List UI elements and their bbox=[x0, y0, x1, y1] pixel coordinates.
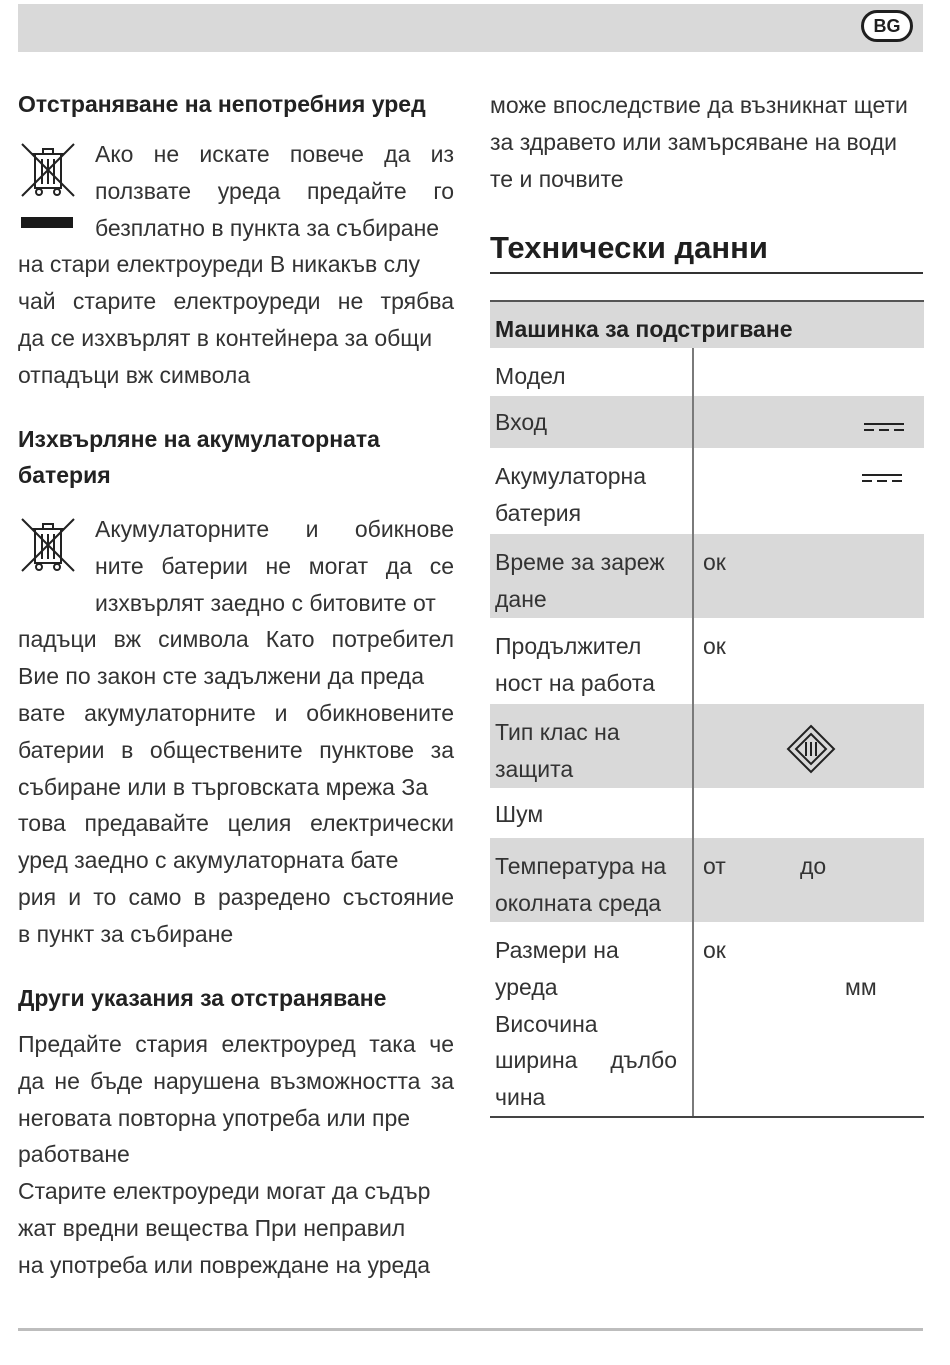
dc-current-icon bbox=[862, 474, 902, 486]
continuation-text bbox=[490, 87, 924, 197]
title-underline bbox=[490, 272, 923, 274]
text-line: това предавайте целия електрически bbox=[18, 810, 454, 837]
tech-data-title: Технически данни bbox=[490, 230, 768, 265]
spec-value: ок bbox=[703, 937, 726, 963]
label-line: батерия bbox=[495, 499, 582, 526]
spec-label bbox=[490, 396, 694, 448]
label-line: Акумулаторна bbox=[495, 463, 647, 489]
text-line: изхвърлят заедно с битовите от bbox=[95, 589, 436, 616]
text-line: отпадъци вж символа bbox=[18, 361, 251, 388]
language-badge: BG bbox=[861, 10, 913, 42]
label-line: защита bbox=[495, 755, 574, 782]
text-line: да не бъде нарушена възможността за bbox=[18, 1067, 454, 1094]
spec-label bbox=[490, 838, 694, 922]
text-line: Акумулаторните и обикнове bbox=[95, 516, 454, 542]
section3-text bbox=[18, 1026, 454, 1284]
page-header-bar bbox=[18, 4, 923, 52]
label-line: Температура на bbox=[495, 853, 667, 879]
spec-value: ок bbox=[703, 633, 726, 659]
text-line: за здравето или замърсяване на води bbox=[490, 128, 898, 155]
spec-label bbox=[490, 704, 694, 788]
spec-unit: мм bbox=[845, 974, 877, 1000]
text-line: падъци вж символа Като потребител bbox=[18, 626, 454, 653]
text-line: жат вредни вещества При неправил bbox=[18, 1214, 406, 1241]
text-line: неговата повторна употреба или пре bbox=[18, 1104, 411, 1131]
heading-line: батерия bbox=[18, 462, 111, 488]
label-line: Размери на bbox=[495, 937, 619, 963]
table-row bbox=[490, 838, 924, 922]
section-heading-other: Други указания за отстраняване bbox=[18, 985, 387, 1011]
text-line: безплатно в пункта за събиране bbox=[95, 214, 440, 241]
text-line: събиране или в търговската мрежа За bbox=[18, 773, 429, 800]
label-line: Време за зареж bbox=[495, 549, 665, 575]
text-line: на стари електроуреди В никакъв слу bbox=[18, 251, 420, 278]
label-line: Модел bbox=[495, 363, 566, 389]
spec-label bbox=[490, 534, 694, 618]
label-line: чина bbox=[495, 1084, 546, 1111]
table-row bbox=[490, 788, 924, 838]
label-line: околната среда bbox=[495, 889, 662, 916]
label-line: уреда bbox=[495, 973, 558, 1000]
text-line: Ако не искате повече да из bbox=[95, 141, 454, 167]
section2-text bbox=[18, 511, 454, 953]
text-line: уред заедно с акумулаторната бате bbox=[18, 847, 399, 874]
label-line: Шум bbox=[495, 801, 544, 827]
label-line: Вход bbox=[495, 409, 548, 435]
spec-table-header: Машинка за подстригване bbox=[490, 300, 924, 348]
text-line: в пункт за събиране bbox=[18, 920, 234, 947]
spec-table bbox=[490, 300, 924, 1118]
text-line: чай старите електроуреди не трябва bbox=[18, 288, 454, 315]
text-line: Вие по закон сте задължени да преда bbox=[18, 663, 425, 690]
spec-label bbox=[490, 348, 694, 396]
text-line: те и почвите bbox=[490, 165, 624, 192]
table-row bbox=[490, 348, 924, 396]
label-line: Тип клас на bbox=[495, 719, 620, 745]
spec-label bbox=[490, 448, 694, 534]
text-line: Старите електроуреди могат да съдър bbox=[18, 1178, 431, 1205]
table-row bbox=[490, 534, 924, 618]
dc-current-icon bbox=[864, 423, 904, 435]
text-line: ните батерии не могат да се bbox=[95, 552, 454, 579]
text-line: рия и то само в разредено състояние bbox=[18, 883, 454, 910]
text-line: може впоследствие да възникнат щети bbox=[490, 92, 908, 118]
label-line: ширина дълбо bbox=[495, 1047, 677, 1074]
text-line: батерии в обществените пунктове за bbox=[18, 736, 454, 763]
footer-rule bbox=[18, 1328, 923, 1331]
text-line: Предайте стария електроуред така че bbox=[18, 1031, 454, 1057]
text-line: да се изхвърлят в контейнера за общи bbox=[18, 324, 433, 351]
section-heading-disposal: Отстраняване на непотребния уред bbox=[18, 91, 426, 117]
spec-value-from: от bbox=[703, 853, 726, 879]
spec-value: ок bbox=[703, 549, 726, 575]
spec-label bbox=[490, 618, 694, 704]
heading-line: Изхвърляне на акумулаторната bbox=[18, 426, 380, 452]
spec-label bbox=[490, 922, 694, 1116]
text-line: ползвате уреда предайте го bbox=[95, 177, 454, 204]
spec-value-to: до bbox=[800, 853, 827, 879]
text-line: работване bbox=[18, 1141, 130, 1168]
label-line: Височина bbox=[495, 1010, 598, 1037]
table-row bbox=[490, 448, 924, 534]
label-line: дане bbox=[495, 585, 547, 612]
table-row bbox=[490, 396, 924, 448]
label-line: ност на работа bbox=[495, 669, 655, 696]
spec-label bbox=[490, 788, 694, 838]
table-row bbox=[490, 618, 924, 704]
section1-text bbox=[18, 136, 454, 394]
table-row bbox=[490, 704, 924, 788]
label-line: Продължител bbox=[495, 633, 642, 659]
text-line: на употреба или повреждане на уреда bbox=[18, 1251, 431, 1278]
protection-class-iii-icon bbox=[786, 724, 836, 774]
table-row bbox=[490, 922, 924, 1116]
section-heading-battery bbox=[18, 421, 380, 493]
text-line: вате акумулаторните и обикновените bbox=[18, 699, 454, 726]
